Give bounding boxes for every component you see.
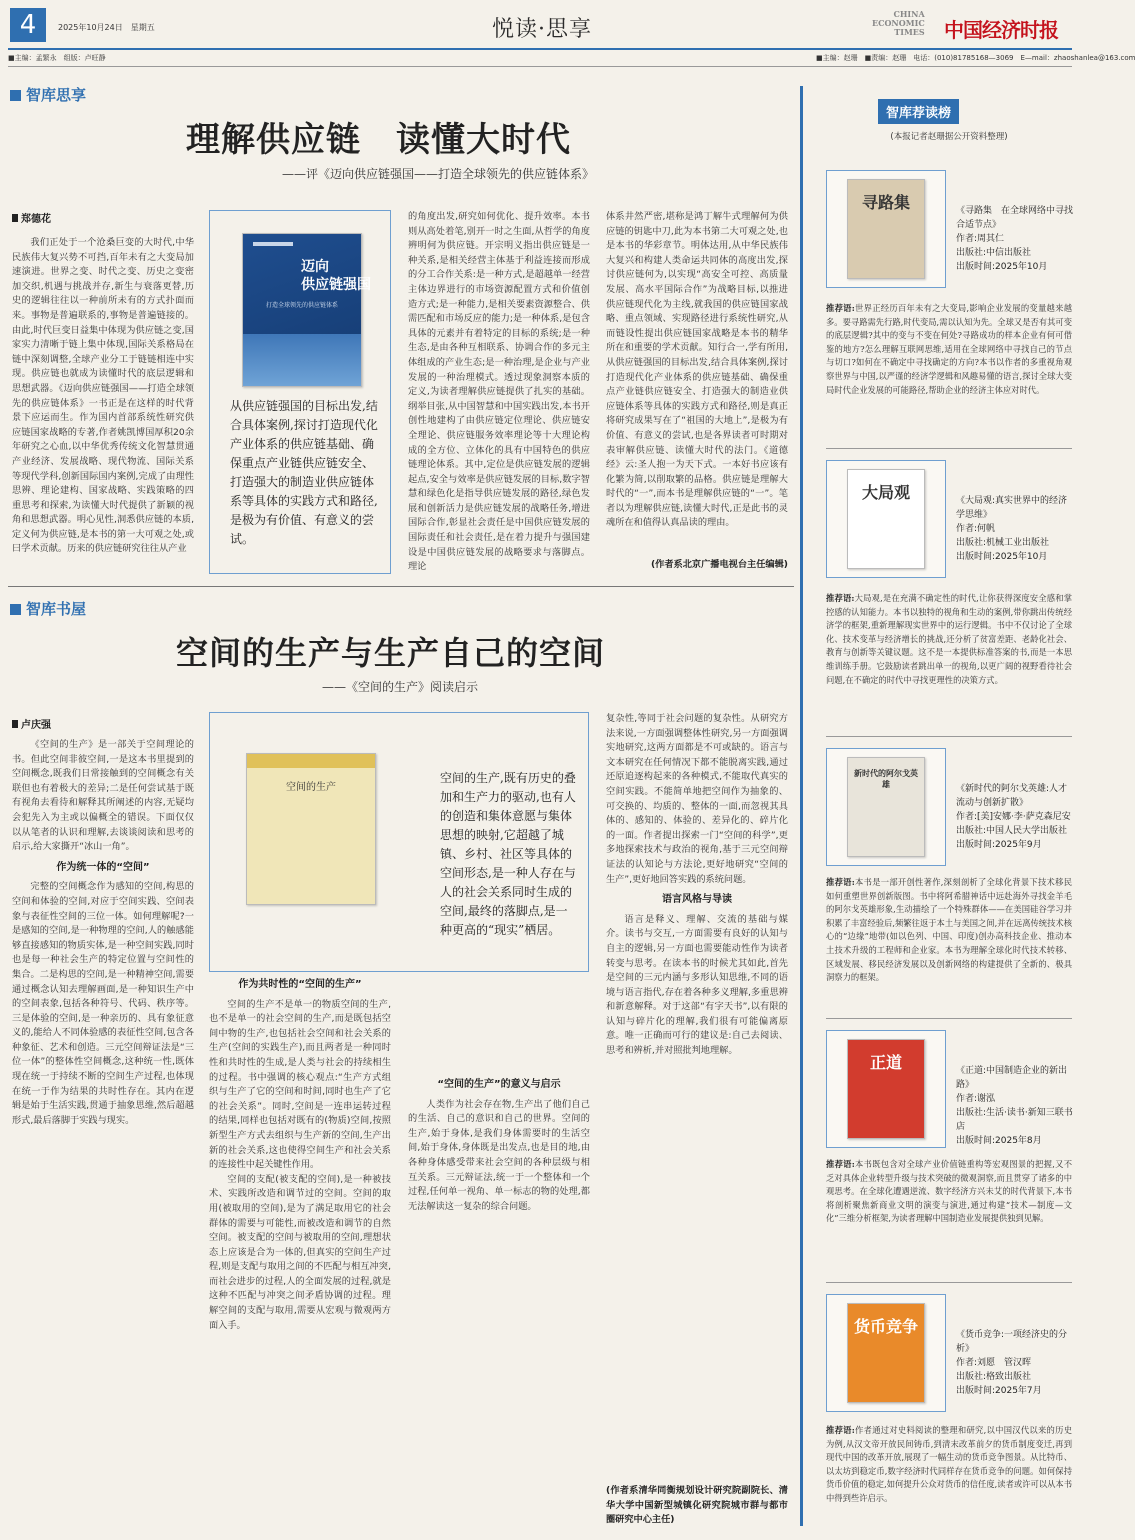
left-credits: ■主编：孟繁永 组版：卢旺静 <box>8 54 106 62</box>
cover-graphic <box>243 334 361 386</box>
book-cover <box>847 179 925 279</box>
section-title: 悦读·思享 <box>492 17 592 42</box>
recommendation-text: 大局观,是在充满不确定性的时代,让你获得深度安全感和掌控感的认知能力。本书以独特的视角和生动的案例,带你跳出传统经济学的框架,重新理解现实世界中的运行逻辑。书中不仅讨论了全球化、技术变革与经济增长的挑战,还分析了贫富差距、老龄化社会、教育与创新等关键议题。这不是一本提供标准答案的书,而是一本思维训练手册。它鼓励读者跳出单一的视角,以更广阔的视野看待社会问题,在不确定的时代中寻找更理性的决策方式。 <box>826 593 1072 685</box>
article-divider <box>8 586 794 587</box>
book-cover <box>847 469 925 569</box>
book-publisher: 出版社:机械工业出版社 <box>956 538 1050 548</box>
book-author: 作者:刘愿 管汉晖 <box>956 1358 1032 1368</box>
article2-mid-text-b: 空间的支配(被支配的空间),是一种被技术、实践所改造和调节过的空间。空间的取用(被取用的空间),是为了满足取用它的社会群体的需要与可能性,而被改造和调节的自然空间。被支配的空间与被取用的空间,理想状态上应该是合为一体的,但真实的空间生产过程,则是支配与取用之间的不匹配与相互冲突,而社会进步的过程,人的全面发展的过程,就是这种不匹配与冲突之间矛盾协调的过程。理解空间的支配与取用,需要从宏观与微观两方面入手。 <box>209 1173 391 1331</box>
book-info <box>956 782 1074 852</box>
article2-credit-text: (作者系清华同衡规划设计研究院副院长、清华大学中国新型城镇化研究院城市群与都市圈研究中心主任) <box>606 1485 788 1526</box>
article1-col3-text: 体系井然严密,堪称是鸿丁解牛式理解何为供应链的钥匙中刀,此为本书第二大可观之处,也是本书的华彩章节。明体达用,从中华民族伟大复兴和构建人类命运共同体的高度出发,探讨供应链何为,以实现“高安全可控、高质量发展、高水平国际合作”为战略目标,以推进供应链现代化为主线,就我国的供应链国家战略、重点领域、实现路径进行系统性研究,从而链设性提出供应链国家战略是本书的精华所在和重要的学术贡献。知行合一,学有所用,从供应链强国的目标出发,结合具体案例,探讨打造现代化产业体系的供应链基础、确保重点产业链供应链安全、打造强大的制造业供应链体系等具体的实践方式和路径,则是真正将研究成果写在了“祖国的大地上”,是极为有价值、有意义的尝试,也是各界读者可时期对表审解供应链、读懂大时代的法门。《道德经》云:圣人抱一为天下式。一本好书应该有化繁为简,以削取繁的品格。供应链是理解大时代的“一”,而本书是理解供应链的“一”。笔者以为理解供应链,读懂大时代,正是此书的灵魂所在和值得认真品读的理由。 <box>606 211 788 529</box>
article1-cover-title: 迈向 供应链强国 <box>301 259 371 293</box>
article2-mid-text-a: 空间的生产不是单一的物质空间的生产,也不是单一的社会空间的生产,而是既包括空间中物的生产,也包括社会空间和社会关系的生产(空间的实践生产),而且两者是一种同时性和共时性的生成,是人类与社会的持续相生的过程。书中强调的核心观点:“生产方式组织与生产了它的空间和时间,同时也生产了它的社会关系”。同时,空间是一连串运转过程的结果,同样也包括对既有的(物质)空间,按照新型生产方式去组织与生产新的空间,生产出新的社会关系,这也使得空间生产和社会关系的连接性中起关键性作用。 <box>209 998 391 1171</box>
book-cover-frame <box>826 460 946 578</box>
book-cover-frame <box>826 748 946 866</box>
book-author: 作者:周其仁 <box>956 234 1005 244</box>
book-cover-title: 新时代的阿尔戈英雄 <box>854 768 918 789</box>
article2-subhead-4: “空间的生产”的意义与启示 <box>437 1079 561 1090</box>
book-cover-frame <box>826 1030 946 1148</box>
book-cover <box>847 1039 925 1139</box>
sidebar-note: (本报记者赵珊据公开资料整理) <box>890 132 1008 142</box>
book-publisher: 出版社:中国人民大学出版社 <box>956 826 1068 836</box>
article2-col4-text-b: 语言是释义、理解、交流的基础与媒介。读书与交互,一方面需要有良好的认知与自主的逻辑,另一方面也需要能动性作为读者转变与思考。在读本书的时候尤其如此,首先是空间的三元内涵与多形认知思维,不同的语境与语言指代,存在着各种多义理解,多重思辨和新意解释。对于这部“有字天书”,以有限的认知与碎片化的理解,我们很有可能偏离原意。唯一正确而可行的建议是:自己去阅读、思考和辨析,并对照批判地理解。 <box>606 913 788 1057</box>
article2-col3-text: 人类作为社会存在物,生产出了他们自己的生活、自己的意识和自己的世界。空间的生产,始于身体,是我们身体需要时的生活空间,始于身体,身体既是出发点,也是目的地,由各种身体感受带来社会空间的各种层级与相互关系。三元辩证法,统一于一个整体和一个过程,任何单一视角、单一标志的物的处理,都无法解读这一复杂的综合问题。 <box>408 1098 590 1212</box>
article1-book-cover <box>242 233 371 387</box>
recommendation-text: 本书既包含对全球产业价值链重构等宏观图景的把握,又不乏对具体企业转型升级与技术突破的微观洞察,而且贯穿了诸多的中观思考。在全球化遭遇逆流、数字经济方兴未艾的时代背景下,本书将剖析聚焦新商业文明的演变与演进,通过构建“技术—制度—文化”三维分析框架,为读者理解中国制造业发展提供独到见解。 <box>826 1159 1072 1224</box>
book-info <box>956 1064 1074 1148</box>
book-cover-title: 大局观 <box>861 483 910 502</box>
article1-credit <box>606 558 788 574</box>
book-title: 《正道:中国制造企业的新出路》 <box>956 1066 1068 1090</box>
article2-book-cover <box>246 753 376 905</box>
article2-subhead-1: 作为统一体的“空间” <box>56 861 150 873</box>
article2-column-4 <box>606 712 788 1480</box>
recommendation-text: 世界正经历百年未有之大变局,影响企业发展的变量越来越多。要寻路需先行路,时代变局,需以认知为先。全球又是否有其可变的底层逻辑?其中的变与不变在何处?寻路成功的样本企业有何可借鉴的地方?怎么理解互联网思维,适用在全球网络中寻找自己的节点与切口?如何在不确定中寻找确定的方向?本书以作者的多重视角观察世界与中国,以严谨的经济学逻辑和风趣易懂的语言,探讨全球大变局时代企业发展的可能路径,帮助企业的经济主体应对时代。 <box>826 303 1072 395</box>
divider <box>8 66 1072 67</box>
article1-author: 郑德花 <box>12 210 51 225</box>
book-cover-title: 寻路集 <box>861 193 910 212</box>
cover-publisher-mark <box>253 242 293 246</box>
book-recommendation <box>826 1424 1072 1524</box>
book-author: 作者:谢泓 <box>956 1094 996 1104</box>
masthead-rule <box>8 48 1072 50</box>
article2-book-box <box>209 712 589 972</box>
article2-subtitle: ——《空间的生产》阅读启示 <box>322 680 479 694</box>
book-title: 《货币竞争:一项经济史的分析》 <box>956 1330 1068 1354</box>
sidebar-divider-line <box>826 448 1072 449</box>
book-recommendation <box>826 302 1072 442</box>
sidebar-divider-line <box>826 1282 1072 1283</box>
book-title: 《大局观:真实世界中的经济学思维》 <box>956 496 1068 520</box>
recommendation-label: 推荐语: <box>826 303 855 313</box>
book-info <box>956 204 1074 274</box>
right-credits: ■主编：赵珊 ■责编：赵珊 电话：(010)81785168—3069 E—mail：zhaoshanlea@163.com <box>816 54 1135 62</box>
article1-column-1 <box>12 236 194 572</box>
book-publisher: 出版社:格致出版社 <box>956 1372 1032 1382</box>
book-cover <box>847 1303 925 1403</box>
book-cover-frame <box>826 170 946 288</box>
credits-bar <box>8 53 1135 63</box>
article2-headline: 空间的生产与生产自己的空间 <box>176 634 606 672</box>
book-date: 出版时间:2025年10月 <box>956 262 1048 272</box>
article1-cover-subtitle: 打造全球领先的供应链体系 <box>265 302 338 309</box>
book-recommendation <box>826 876 1072 1008</box>
sidebar-divider <box>800 86 803 1526</box>
book-author: 作者:何帆 <box>956 524 996 534</box>
article2-tag: 智库书屋 <box>10 598 86 619</box>
book-date: 出版时间:2025年10月 <box>956 552 1048 562</box>
article2-author: 卢庆强 <box>12 716 51 731</box>
book-recommendation <box>826 1158 1072 1278</box>
book-cover-title: 货币竞争 <box>853 1317 918 1336</box>
article1-credit-text: (作者系北京广播电视台主任编辑) <box>650 559 788 570</box>
sidebar-divider-line <box>826 736 1072 737</box>
article1-column-3 <box>606 210 788 560</box>
book-title: 《寻路集 在全球网络中寻找合适节点》 <box>956 206 1074 230</box>
article2-cover-title: 空间的生产 <box>286 782 336 793</box>
recommendation-label: 推荐语: <box>826 1425 855 1435</box>
book-date: 出版时间:2025年8月 <box>956 1136 1042 1146</box>
recommendation-label: 推荐语: <box>826 1159 855 1169</box>
book-date: 出版时间:2025年7月 <box>956 1386 1042 1396</box>
article1-book-box <box>209 210 391 574</box>
logo-english: CHINA ECONOMIC TIMES <box>872 9 925 37</box>
book-info <box>956 1328 1074 1398</box>
book-info <box>956 494 1074 564</box>
recommendation-text: 本书是一部开创性著作,深刻剖析了全球化背景下技术移民如何重塑世界创新版图。书中将阿希腊神话中远赴海外寻找金羊毛的阿尔戈英雄形象,生动描绘了一个特殊群体——在美国硅谷学习并积累了丰富经验后,频繁往返于本土与美国之间,并在远离传统技术核心的“边缘”地带(如以色列、中国、印度)创办高科技企业、推动本土技术升级的工程师和企业家。本书为理解全球化时代技术转移、区域发展、移民经济发展以及创新网络的构建提供了全新的、极具洞察力的框架。 <box>826 877 1072 983</box>
book-publisher: 出版社:生活·读书·新知三联书店 <box>956 1108 1073 1132</box>
article2-col1-text: 完整的空间概念作为感知的空间,构思的空间和体验的空间,对应于空间实践、空间表象与表征性空间的三位一体。如何理解呢?一是感知的空间,是一种物理的空间,人的触感能够直接感知的物质实体,是一种空间实践,同时也是每一种社会生产的特定位置与空间性的集合。二是构思的空间,是一种精神空间,需要通过概念认知去理解画面,是一种知识生产中的空间表象,包括各种符号、代码、秩序等。三是体验的空间,是一种亲历的、具有象征意义的,能给人不同体验感的表征性空间,包含各种象征、艺术和创造。三元空间辩证法是“三位一体”的整体性空间概念,这种统一性,既体现在统一于持续不断的空间生产过程,也体现在统一于作为结果的共时性存在。其内在逻辑是始于生活实践,贯通于抽象思维,然后超越形式,最后落脚于实践与现实。 <box>12 881 194 1126</box>
sidebar-divider-line <box>826 1018 1072 1019</box>
book-recommendation <box>826 592 1072 720</box>
article2-subhead-2: 作为共时性的“空间的生产” <box>238 979 362 990</box>
book-cover-frame <box>826 1294 946 1412</box>
book-cover <box>847 757 925 857</box>
article1-column-2 <box>408 210 590 572</box>
article2-column-1 <box>12 738 194 1530</box>
issue-date: 2025年10月24日 星期五 <box>58 23 155 32</box>
recommendation-label: 推荐语: <box>826 877 855 887</box>
recommendation-label: 推荐语: <box>826 593 855 603</box>
article1-pull-quote: 从供应链强国的目标出发,结合具体案例,探讨打造现代化产业体系的供应链基础、确保重点产业链供应链安全、打造强大的制造业供应链体系等具体的实践方式和路径,是极为有价值、有意义的尝试。 <box>230 399 378 546</box>
article2-subhead-3: 语言风格与导读 <box>662 894 732 906</box>
article1-subtitle: ——评《迈向供应链强国——打造全球领先的供应链体系》 <box>282 167 595 181</box>
article2-credit <box>606 1484 788 1530</box>
book-author: 作者:[美]安娜·李·萨克森尼安 <box>956 812 1071 822</box>
article1-col1-text: 我们正处于一个沧桑巨变的大时代,中华民族伟大复兴势不可挡,百年未有之大变局加速演进。世界之变、时代之变、历史之变密加交织,机遇与挑战并存,新生与衰落更替,历史的逻辑往往以一种前所未有的方式扑面而来。事物是普遍联系的,事物是普遍链接的。由此,时代巨变日益集中体现为供应链之变,国家实力清晰于链上集中体现,国际关系格局在链中深刻调整,全球产业分工于链链相连中实现。供应链也就成为读懂时代的底层逻辑和思想武器。《迈向供应链强国——打造全球领先的供应链体系》一书正是在这样的时代背景下应运而生。作为国内首部系统性研究供应链国家战略的专著,作者姚凯博国厚积20余年研究之心血,以中华优秀传统文化智慧贯通产业经济、发展战略、现代物流、国际关系等现代学科,创新国际国内案例,完成了由理性思辨、理论建构、国家战略、实践策略的四重思考和探索,为读懂大时代提供了新颖的视角和思想武器。明心见性,洞悉供应链的本质,定义何为供应链,是本书的第一大可观之处,或曰学术贡献。历来的供应链研究往往从产业 <box>12 237 194 555</box>
article2-intro-text: 《空间的生产》是一部关于空间理论的书。但此空间非彼空间,一是这本书里提到的空间概念,既我们日常接触到的空间概念有关联但也有着极大的差异;二是任何尝试基于既有视角去看待和解释其所阐述的内容,无疑均会犯先入为主或以偏概全的错误。下面仅仅以从笔者的认识和理解,去谈谈阅读和思考的启示,给大家撕开“冰山一角”。 <box>12 739 194 853</box>
book-publisher: 出版社:中信出版社 <box>956 248 1032 258</box>
recommendation-text: 作者通过对史料阅读的整理和研究,以中国汉代以来的历史为例,从汉文帝开放民间铸币,到清末改革前夕的货币制度变迁,再到现代中国的改革开放,展现了一幅生动的货币竞争图景。从比特币、以太坊到稳定币,数字经济时代同样存在货币竞争的问题。如何保持货币价值的稳定,如何提升公众对货币的信任度,读者或许可以从本书中得到些许启示。 <box>826 1425 1072 1503</box>
page-number: 4 <box>10 8 46 42</box>
article2-col4-text-a: 复杂性,等同于社会问题的复杂性。从研究方法来说,一方面强调整体性研究,另一方面强调实地研究,这两方面都是不可或缺的。语言与文本研究在任何情况下都不能脱离实践,通过还原追逐构起来的各种模式,不能取代真实的空间实践。不能简单地把空间作为抽象的、可交换的、均质的、整体的一面,而忽视其具体的、感知的、体验的、差异化的、碎片化的一面。作者提出探索一门“空间的科学”,更多地探索技术与政治的视角,基于三元空间辩证法的认知论与方法论,更好地研究“空间的生产”,更好地回答实践的系统问题。 <box>606 713 788 885</box>
article2-column-2 <box>209 972 391 1530</box>
book-cover-title: 正道 <box>869 1053 902 1072</box>
book-title: 《新时代的阿尔戈英雄:人才流动与创新扩散》 <box>956 784 1068 808</box>
article2-column-3 <box>408 1072 590 1530</box>
article1-tag: 智库思享 <box>10 84 86 105</box>
article1-headline: 理解供应链 读懂大时代 <box>186 120 571 160</box>
article1-col2-text: 的角度出发,研究如何优化、提升效率。本书则从高处着笔,别开一时之生面,从哲学的角度辨明何为供应链。开宗明义指出供应链是一种关系,是相关经营主体基于利益连接而形成的分工合作关系:是一种方式,是超越单一经营主体边界进行的市场资源配置方式和价值创造方式;是一种能力,是相关要素资源整合、供需匹配和市场反应的能力;是一种体系,是包含具体的元素并有着特定的目标的系统;是一种生态,是由各种互相联系、协调合作的多元主体组成的产业生态;是一种治理,是企业与产业发展的一种治理模式。透过现象洞察本质的定义,为读者理解供应链提供了扎实的基础。纲举目张,从中国智慧和中国实践出发,本书开创性地建构了由供应链定位理论、供应链安全理论、供应链服务效率理论等十大理论构成的全方位、立体化的具有中国特色的供应链理论体系。其中,定位是供应链发展的逻辑起点,安全与效率是供应链发展的目标,数字智慧和绿色化是指导供应链发展的路径,绿色发展和创新活力是供应链发展的战略任务,增进国际合作,彰显社会责任是中国供应链发展的国际责任和社会责任,是在着力提升与强国建设是中国供应链发展的战略要求与落脚点。理论 <box>408 211 590 573</box>
article2-pull-quote: 空间的生产,既有历史的叠加和生产力的驱动,也有人的创造和集体意愿与集体思想的映射,它超越了城镇、乡村、社区等具体的空间形态,是一种人存在与人的社会关系同时生成的空间,最终的落脚点,是一种更高的“现实”栖居。 <box>440 771 576 937</box>
newspaper-logo: 中国经济时报 <box>944 18 1058 42</box>
sidebar-tag: 智库荐读榜 <box>878 99 959 124</box>
book-date: 出版时间:2025年9月 <box>956 840 1042 850</box>
cover-band <box>247 754 375 768</box>
